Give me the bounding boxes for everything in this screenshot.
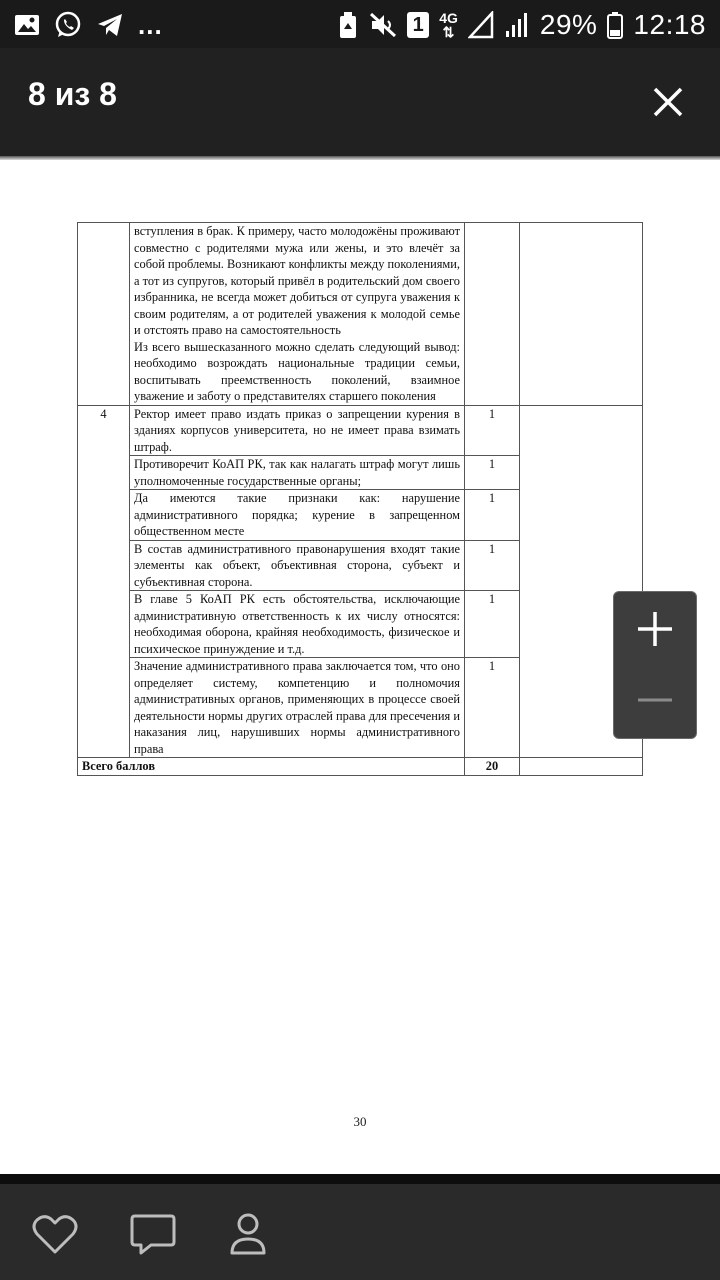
status-bar-notifications — [14, 8, 163, 42]
gallery-icon — [14, 13, 40, 37]
document-page[interactable] — [0, 160, 720, 1174]
close-button[interactable] — [650, 84, 686, 120]
notes-cell — [520, 758, 643, 776]
score-cell: 1 — [465, 456, 520, 490]
minus-icon[interactable] — [614, 665, 696, 738]
close-icon[interactable] — [650, 84, 686, 120]
heart-icon[interactable] — [31, 1212, 79, 1256]
answer-key-table — [77, 222, 643, 776]
continuation-paragraph: вступления в брак. К примеру, часто молодожёны проживают совместно с родителями мужа или жены, и это влечёт за собой проблемы. Возникают конфликты между поколениями, а тот из супругов, который привёл в родительский дом своего избранника, не всегда может добиться от супруга уважения к своим родителям, а от родителей уважения к молодой семье и отстоять право на самостоятельность — [134, 224, 460, 337]
telegram-icon — [96, 12, 124, 38]
score-cell: 1 — [465, 658, 520, 758]
page-counter-title: 8 из 8 — [28, 76, 117, 112]
plus-icon[interactable] — [614, 592, 696, 665]
score-cell — [465, 223, 520, 406]
answer-text-cell: Ректор имеет право издать приказ о запрещении курения в зданиях корпусов университета, но не имеет права взимать штраф. — [130, 405, 465, 456]
viewer-header — [0, 48, 720, 156]
like-button[interactable] — [31, 1212, 79, 1256]
page-number: 30 — [353, 1114, 367, 1129]
sim-slot-indicator: 1 — [407, 12, 429, 38]
zoom-out-button[interactable] — [614, 665, 696, 738]
score-cell: 1 — [465, 405, 520, 456]
bottom-separator — [0, 1174, 720, 1184]
answer-text-cell: Значение административного права заключается том, что оно определяет систему, компетенцию и полномочия административных органов, применяющих в процессе своей деятельности нормы других отраслей права для пресечения и наказания лиц, нарушивших нормы административного права — [130, 658, 465, 758]
total-row — [78, 758, 643, 776]
battery-icon — [607, 11, 623, 39]
mute-icon — [369, 12, 397, 38]
signal-sim1-icon — [468, 11, 494, 39]
network-type-indicator: 4G ⇅ — [439, 10, 458, 40]
whatsapp-icon — [54, 11, 82, 39]
total-value: 20 — [465, 758, 520, 776]
profile-icon[interactable] — [224, 1212, 272, 1256]
clock: 12:18 — [633, 9, 706, 40]
task-number-cell — [78, 223, 130, 406]
score-cell: 1 — [465, 591, 520, 658]
score-cell: 1 — [465, 540, 520, 591]
task-number-cell: 4 — [78, 405, 130, 758]
answer-text-cell: В состав административного правонарушения входят такие элементы как объект, объективная сторона, субъект и субъективная сторона. — [130, 540, 465, 591]
status-bar — [0, 0, 720, 48]
bottom-action-bar — [0, 1184, 720, 1280]
conclusion-paragraph: Из всего вышесказанного можно сделать следующий вывод: необходимо возрождать национальные традиции семьи, воспитывать преемственность поколений, взаимное уважение и заботу о представителях старшего поколения — [134, 339, 460, 403]
signal-sim2-icon — [504, 11, 530, 39]
notes-cell — [520, 223, 643, 406]
profile-button[interactable] — [224, 1212, 272, 1256]
comment-button[interactable] — [129, 1212, 177, 1256]
answer-text-cell: Да имеются такие признаки как: нарушение административного порядка; курение в запрещенном общественном месте — [130, 490, 465, 541]
score-cell: 1 — [465, 490, 520, 541]
zoom-controls — [613, 591, 697, 739]
battery-saver-icon — [337, 11, 359, 39]
answer-text-cell — [130, 223, 465, 406]
zoom-in-button[interactable] — [614, 592, 696, 665]
answer-text-cell: Противоречит КоАП РК, так как налагать штраф могут лишь уполномоченные государственные органы; — [130, 456, 465, 490]
battery-percent: 29% — [539, 9, 598, 40]
total-label: Всего баллов — [78, 758, 465, 776]
comment-icon[interactable] — [129, 1212, 177, 1256]
table-row — [78, 223, 643, 406]
table-row — [78, 405, 643, 456]
answer-text-cell: В главе 5 КоАП РК есть обстоятельства, исключающие административную ответственность к их числу относятся: необходимая оборона, крайняя необходимость, физическое и психическое принуждение и т.д. — [130, 591, 465, 658]
more-notifications: ... — [138, 9, 163, 40]
status-bar-system — [337, 8, 706, 42]
